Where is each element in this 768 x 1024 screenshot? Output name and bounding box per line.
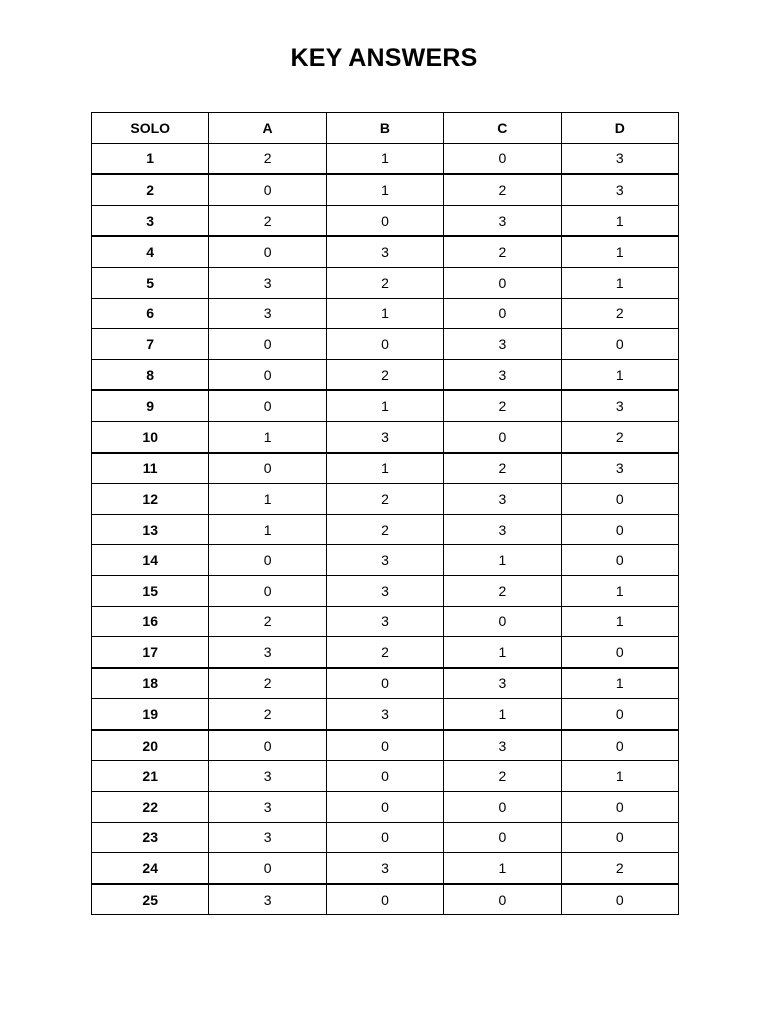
answer-cell-b: 3 — [326, 699, 443, 730]
answer-cell-d: 0 — [561, 884, 678, 915]
answer-cell-a: 0 — [209, 853, 326, 884]
table-row — [92, 822, 679, 853]
answer-cell-a: 3 — [209, 822, 326, 853]
answer-cell-d: 0 — [561, 514, 678, 545]
answer-cell-a: 0 — [209, 390, 326, 421]
question-number: 11 — [92, 453, 209, 484]
table-row — [92, 668, 679, 699]
answer-cell-d: 1 — [561, 668, 678, 699]
question-number: 2 — [92, 174, 209, 205]
answer-cell-c: 2 — [444, 390, 561, 421]
answer-cell-c: 2 — [444, 236, 561, 267]
table-row — [92, 699, 679, 730]
answer-cell-d: 0 — [561, 637, 678, 668]
table-row — [92, 884, 679, 915]
table-body — [92, 143, 679, 915]
answer-cell-b: 0 — [326, 792, 443, 823]
answer-cell-c: 0 — [444, 421, 561, 452]
answer-cell-c: 1 — [444, 637, 561, 668]
table-row — [92, 761, 679, 792]
question-number: 14 — [92, 545, 209, 576]
answer-cell-a: 0 — [209, 359, 326, 390]
answer-cell-c: 2 — [444, 174, 561, 205]
answer-cell-d: 0 — [561, 792, 678, 823]
question-number: 3 — [92, 205, 209, 236]
table-row — [92, 174, 679, 205]
answer-cell-b: 0 — [326, 730, 443, 761]
question-number: 4 — [92, 236, 209, 267]
answer-cell-c: 2 — [444, 761, 561, 792]
header-d: D — [561, 113, 678, 144]
answer-cell-b: 1 — [326, 453, 443, 484]
answer-cell-d: 1 — [561, 267, 678, 298]
question-number: 21 — [92, 761, 209, 792]
answer-cell-d: 1 — [561, 761, 678, 792]
answer-cell-a: 0 — [209, 730, 326, 761]
answer-cell-c: 3 — [444, 730, 561, 761]
answer-cell-b: 1 — [326, 390, 443, 421]
answer-cell-a: 2 — [209, 606, 326, 637]
answer-cell-b: 1 — [326, 174, 443, 205]
answer-cell-c: 3 — [444, 359, 561, 390]
question-number: 9 — [92, 390, 209, 421]
answer-cell-d: 1 — [561, 205, 678, 236]
answer-cell-c: 0 — [444, 606, 561, 637]
question-number: 25 — [92, 884, 209, 915]
answer-cell-c: 0 — [444, 267, 561, 298]
answer-cell-c: 3 — [444, 329, 561, 360]
question-number: 6 — [92, 298, 209, 329]
answer-cell-b: 3 — [326, 853, 443, 884]
answer-cell-b: 3 — [326, 545, 443, 576]
answer-cell-a: 1 — [209, 514, 326, 545]
answer-cell-b: 0 — [326, 884, 443, 915]
answer-cell-d: 3 — [561, 174, 678, 205]
answer-cell-c: 1 — [444, 853, 561, 884]
header-c: C — [444, 113, 561, 144]
answer-cell-d: 0 — [561, 822, 678, 853]
table-row — [92, 853, 679, 884]
table-row — [92, 637, 679, 668]
table-row — [92, 390, 679, 421]
answer-cell-c: 3 — [444, 514, 561, 545]
page-title: KEY ANSWERS — [290, 44, 478, 72]
question-number: 7 — [92, 329, 209, 360]
answer-cell-b: 3 — [326, 575, 443, 606]
question-number: 5 — [92, 267, 209, 298]
answer-cell-b: 1 — [326, 298, 443, 329]
answer-cell-d: 2 — [561, 298, 678, 329]
question-number: 10 — [92, 421, 209, 452]
answer-cell-a: 0 — [209, 329, 326, 360]
answer-cell-a: 0 — [209, 575, 326, 606]
table-row — [92, 267, 679, 298]
answer-cell-d: 0 — [561, 484, 678, 515]
question-number: 15 — [92, 575, 209, 606]
header-b: B — [326, 113, 443, 144]
answer-cell-b: 3 — [326, 606, 443, 637]
table-row — [92, 205, 679, 236]
answer-cell-d: 1 — [561, 236, 678, 267]
answer-cell-c: 0 — [444, 822, 561, 853]
table-row — [92, 730, 679, 761]
answer-key-table — [91, 112, 679, 915]
answer-cell-b: 3 — [326, 236, 443, 267]
answer-cell-c: 3 — [444, 484, 561, 515]
table-row — [92, 421, 679, 452]
answer-cell-c: 0 — [444, 143, 561, 174]
answer-cell-c: 3 — [444, 668, 561, 699]
answer-cell-b: 0 — [326, 822, 443, 853]
table-row — [92, 575, 679, 606]
answer-cell-c: 3 — [444, 205, 561, 236]
answer-cell-d: 0 — [561, 329, 678, 360]
table-row — [92, 298, 679, 329]
answer-cell-d: 2 — [561, 853, 678, 884]
answer-cell-c: 2 — [444, 575, 561, 606]
question-number: 12 — [92, 484, 209, 515]
question-number: 16 — [92, 606, 209, 637]
answer-cell-a: 0 — [209, 174, 326, 205]
answer-cell-a: 3 — [209, 884, 326, 915]
answer-cell-a: 3 — [209, 792, 326, 823]
table-row — [92, 514, 679, 545]
table-row — [92, 484, 679, 515]
answer-cell-d: 0 — [561, 730, 678, 761]
question-number: 8 — [92, 359, 209, 390]
question-number: 24 — [92, 853, 209, 884]
answer-cell-b: 2 — [326, 637, 443, 668]
answer-cell-c: 0 — [444, 298, 561, 329]
answer-cell-a: 0 — [209, 545, 326, 576]
answer-cell-b: 2 — [326, 359, 443, 390]
answer-cell-d: 2 — [561, 421, 678, 452]
table-row — [92, 236, 679, 267]
question-number: 19 — [92, 699, 209, 730]
answer-cell-b: 1 — [326, 143, 443, 174]
answer-cell-c: 1 — [444, 699, 561, 730]
table-row — [92, 329, 679, 360]
answer-cell-b: 2 — [326, 267, 443, 298]
answer-cell-d: 3 — [561, 143, 678, 174]
question-number: 17 — [92, 637, 209, 668]
table-row — [92, 606, 679, 637]
table-row — [92, 359, 679, 390]
answer-cell-a: 3 — [209, 637, 326, 668]
answer-cell-a: 1 — [209, 421, 326, 452]
answer-cell-c: 0 — [444, 792, 561, 823]
answer-cell-d: 1 — [561, 359, 678, 390]
header-a: A — [209, 113, 326, 144]
answer-cell-c: 1 — [444, 545, 561, 576]
answer-cell-b: 2 — [326, 484, 443, 515]
answer-cell-d: 3 — [561, 390, 678, 421]
question-number: 13 — [92, 514, 209, 545]
answer-cell-b: 0 — [326, 205, 443, 236]
question-number: 22 — [92, 792, 209, 823]
table-row — [92, 453, 679, 484]
answer-cell-b: 0 — [326, 761, 443, 792]
header-solo: SOLO — [92, 113, 209, 144]
answer-cell-c: 2 — [444, 453, 561, 484]
answer-cell-a: 2 — [209, 668, 326, 699]
answer-cell-a: 2 — [209, 205, 326, 236]
question-number: 20 — [92, 730, 209, 761]
answer-cell-a: 2 — [209, 699, 326, 730]
answer-cell-d: 1 — [561, 575, 678, 606]
answer-cell-d: 1 — [561, 606, 678, 637]
answer-cell-b: 0 — [326, 668, 443, 699]
answer-cell-a: 0 — [209, 236, 326, 267]
question-number: 18 — [92, 668, 209, 699]
table-row — [92, 545, 679, 576]
question-number: 1 — [92, 143, 209, 174]
answer-cell-c: 0 — [444, 884, 561, 915]
answer-cell-a: 3 — [209, 761, 326, 792]
answer-cell-d: 0 — [561, 545, 678, 576]
answer-cell-b: 0 — [326, 329, 443, 360]
table-row — [92, 143, 679, 174]
question-number: 23 — [92, 822, 209, 853]
answer-cell-a: 3 — [209, 298, 326, 329]
table-header-row — [92, 113, 679, 144]
answer-cell-a: 0 — [209, 453, 326, 484]
answer-cell-b: 2 — [326, 514, 443, 545]
answer-cell-a: 2 — [209, 143, 326, 174]
answer-cell-d: 3 — [561, 453, 678, 484]
table-row — [92, 792, 679, 823]
answer-cell-d: 0 — [561, 699, 678, 730]
answer-cell-a: 1 — [209, 484, 326, 515]
answer-cell-b: 3 — [326, 421, 443, 452]
answer-cell-a: 3 — [209, 267, 326, 298]
